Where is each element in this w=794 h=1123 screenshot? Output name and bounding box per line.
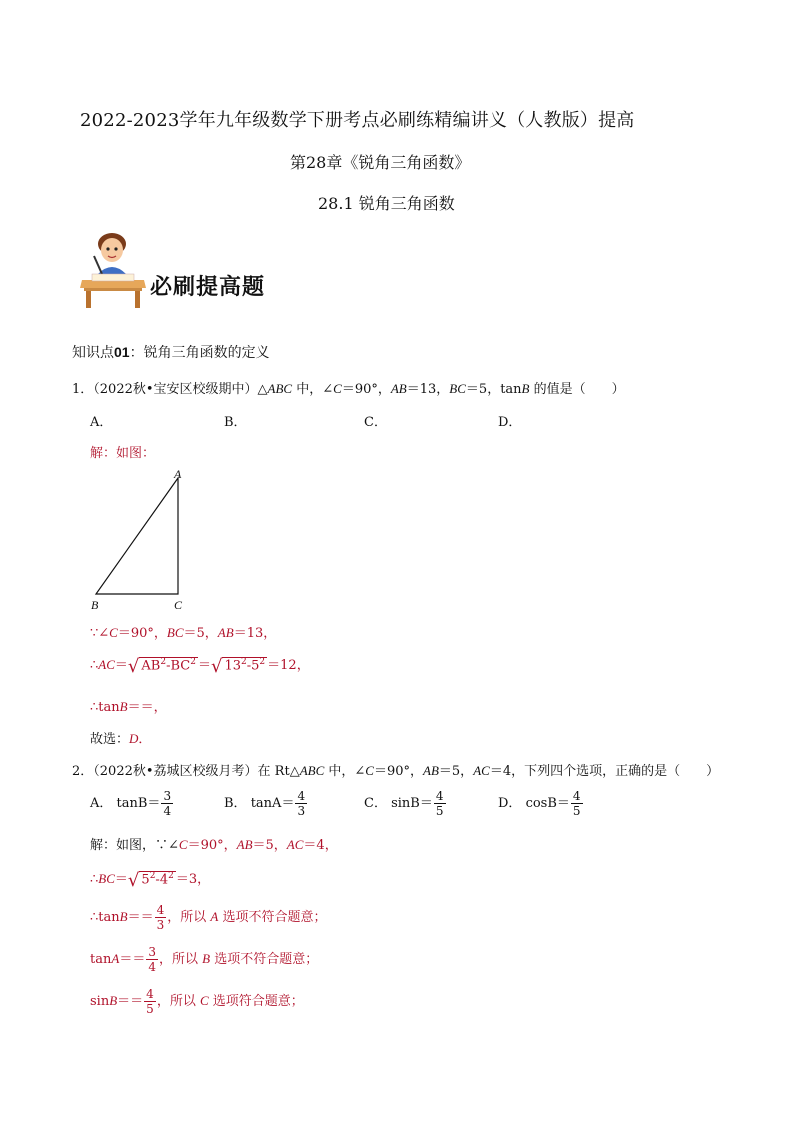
- banner-label: 必刷提高题: [150, 275, 266, 300]
- q1-stem: ＝90°，: [341, 382, 391, 397]
- q1-solution-intro: 解：如图：: [90, 446, 156, 461]
- q1-var: B: [521, 381, 530, 396]
- section-title: 28.1 锐角三角函数: [318, 194, 455, 213]
- banner: [76, 226, 306, 312]
- q1-option-d[interactable]: D．: [498, 415, 522, 430]
- triangle-figure: [86, 466, 196, 616]
- q1-solution-line-1: ∵∠C＝90°，BC＝5，AB＝13，: [90, 625, 277, 641]
- q2-option-a[interactable]: A． tanB＝ $\frac{3}{4}$: [90, 789, 172, 818]
- q2-solution-row-3: sinB＝＝ $\frac{4}{5}$ ，所以 C 选项符合题意；: [90, 987, 304, 1016]
- q2-solution-bc: ∴BC＝√ $5^2-4^2 =3$，: [90, 870, 211, 891]
- q1-var: ABC: [267, 381, 293, 396]
- q1-answer: 故选：D．: [90, 731, 152, 747]
- q1-stem: 中，∠: [292, 382, 334, 397]
- q2-solution-row-2: tanA＝＝ $\frac{3}{4}$ ，所以 B 选项不符合题意；: [90, 945, 319, 974]
- kp-prefix: 知识点: [72, 345, 114, 361]
- q1-stem: ＝5，tan: [465, 382, 522, 397]
- q1-option-c[interactable]: C．: [364, 415, 387, 430]
- vertex-c-label: C: [174, 598, 183, 612]
- q1-number: 1．: [72, 382, 94, 397]
- kp-number: 01: [114, 344, 130, 360]
- question-2-stem: 2．（2022秋•荔城区校级月考）在 Rt△ABC 中，∠C＝90°，AB＝5，AC＝4，下列四个选项，正确的是（ ）: [72, 763, 720, 779]
- q1-solution-line-3: ∴tanB＝＝，: [90, 699, 167, 715]
- q1-var: C: [333, 381, 342, 396]
- q2-solution-row-1: ∴tanB＝＝ $\frac{4}{3}$ ，所以 A 选项不符合题意；: [90, 903, 327, 932]
- q2-source: （2022秋•荔城区校级月考）: [93, 764, 258, 779]
- q1-option-a[interactable]: A．: [90, 415, 113, 430]
- q1-stem: ＝13，: [406, 382, 450, 397]
- kp-text: ：锐角三角函数的定义: [129, 345, 270, 361]
- q2-option-d[interactable]: D． cosB＝ $\frac{4}{5}$: [498, 789, 581, 818]
- triangle-abc: [96, 478, 178, 594]
- q2-option-b[interactable]: B． tanA＝ $\frac{4}{3}$: [224, 789, 306, 818]
- q2-solution-intro: 解：如图，∵∠C＝90°，AB＝5，AC＝4，: [90, 837, 338, 853]
- q1-solution-line-2: ∴AC＝√ $AB^2-BC^2$ ＝√ $13^2-5^2 =12$，: [90, 656, 310, 677]
- q1-stem: △: [257, 382, 268, 397]
- q1-var: BC: [449, 381, 466, 396]
- vertex-a-label: A: [174, 467, 182, 481]
- q1-var: AB: [390, 381, 407, 396]
- q1-option-b[interactable]: B．: [224, 415, 247, 430]
- q1-stem: 的值是（ ）: [529, 382, 625, 397]
- q2-number: 2．: [72, 764, 94, 779]
- student-at-desk-icon: [76, 226, 150, 310]
- knowledge-point: [72, 342, 270, 362]
- chapter-title: 第28章《锐角三角函数》: [290, 153, 471, 172]
- document-title: 2022-2023学年九年级数学下册考点必刷练精编讲义（人教版）提高: [80, 110, 635, 131]
- vertex-b-label: B: [91, 598, 99, 612]
- question-1-stem: [72, 378, 625, 397]
- q2-option-c[interactable]: C． sinB＝ $\frac{4}{5}$: [364, 789, 444, 818]
- q1-source: （2022秋•宝安区校级期中）: [93, 382, 258, 397]
